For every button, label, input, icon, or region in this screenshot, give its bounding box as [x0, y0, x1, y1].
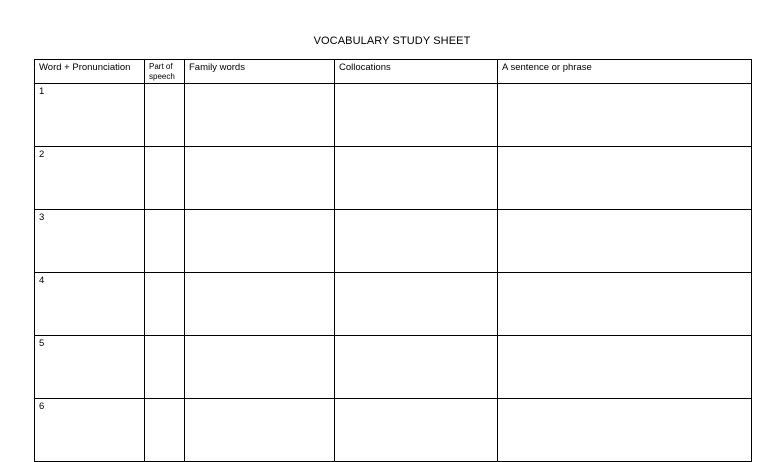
- collocations-cell[interactable]: [335, 399, 498, 462]
- header-cell-sentence-or-phrase: [498, 60, 752, 84]
- collocations-cell[interactable]: [335, 147, 498, 210]
- sentence-cell[interactable]: [498, 147, 752, 210]
- collocations-cell[interactable]: [335, 84, 498, 147]
- sentence-cell[interactable]: [498, 273, 752, 336]
- part-of-speech-cell[interactable]: [145, 336, 185, 399]
- table-row: [35, 210, 752, 273]
- table-row: [35, 336, 752, 399]
- family-words-cell[interactable]: [185, 147, 335, 210]
- header-label: Family words: [189, 62, 245, 73]
- header-cell-word-pronunciation: [35, 60, 145, 84]
- row-number: 5: [39, 338, 45, 349]
- collocations-cell[interactable]: [335, 273, 498, 336]
- header-label: Word + Pronunciation: [39, 62, 131, 73]
- part-of-speech-cell[interactable]: [145, 399, 185, 462]
- sentence-cell[interactable]: [498, 336, 752, 399]
- row-number: 3: [39, 212, 45, 223]
- header-cell-family-words: [185, 60, 335, 84]
- word-cell[interactable]: [35, 210, 145, 273]
- sentence-cell[interactable]: [498, 399, 752, 462]
- row-number: 4: [39, 275, 45, 286]
- part-of-speech-cell[interactable]: [145, 147, 185, 210]
- part-of-speech-cell[interactable]: [145, 210, 185, 273]
- family-words-cell[interactable]: [185, 210, 335, 273]
- row-number: 6: [39, 401, 45, 412]
- word-cell[interactable]: [35, 399, 145, 462]
- word-cell[interactable]: [35, 336, 145, 399]
- word-cell[interactable]: [35, 147, 145, 210]
- page-title: VOCABULARY STUDY SHEET: [313, 35, 471, 47]
- header-label: A sentence or phrase: [502, 62, 592, 73]
- family-words-cell[interactable]: [185, 336, 335, 399]
- word-cell[interactable]: [35, 273, 145, 336]
- family-words-cell[interactable]: [185, 84, 335, 147]
- table-header-row: [35, 60, 752, 84]
- table-row: [35, 399, 752, 462]
- word-cell[interactable]: [35, 84, 145, 147]
- collocations-cell[interactable]: [335, 336, 498, 399]
- header-label: Part of speech: [149, 62, 175, 81]
- row-number: 1: [39, 86, 45, 97]
- row-number: 2: [39, 149, 45, 160]
- family-words-cell[interactable]: [185, 273, 335, 336]
- vocabulary-table: [34, 59, 752, 462]
- header-cell-part-of-speech: [145, 60, 185, 84]
- table-row: [35, 273, 752, 336]
- collocations-cell[interactable]: [335, 210, 498, 273]
- sentence-cell[interactable]: [498, 210, 752, 273]
- table-row: [35, 84, 752, 147]
- family-words-cell[interactable]: [185, 399, 335, 462]
- sentence-cell[interactable]: [498, 84, 752, 147]
- header-cell-collocations: [335, 60, 498, 84]
- table-row: [35, 147, 752, 210]
- part-of-speech-cell[interactable]: [145, 273, 185, 336]
- part-of-speech-cell[interactable]: [145, 84, 185, 147]
- header-label: Collocations: [339, 62, 391, 73]
